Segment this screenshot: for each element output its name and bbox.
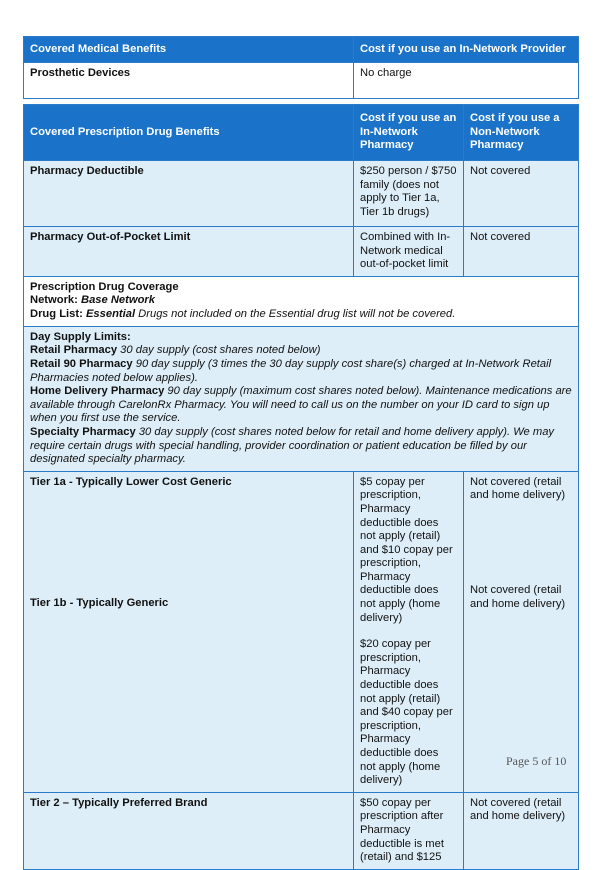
row-non-network: Not covered (464, 161, 579, 227)
tier-1b-non-network: Not covered (retail and home delivery) (470, 583, 566, 610)
tier-1b-in-network: $20 copay per prescription, Pharmacy deductible does not apply (retail) and $40 copay per prescription, Pharmacy deductible does not apply (home delivery) (360, 638, 453, 787)
tier-labels-cell (24, 471, 354, 792)
retail-label: Retail Pharmacy (30, 344, 118, 357)
medical-col1-header: Covered Medical Benefits (24, 37, 354, 63)
retail-text: 30 day supply (cost shares noted below) (117, 344, 321, 357)
network-value: Base Network (80, 294, 155, 307)
supply-title: Day Supply Limits: (30, 330, 131, 343)
specialty-label: Specialty Pharmacy (30, 425, 136, 438)
tier-1a-label: Tier 1a - Typically Lower Cost Generic (30, 475, 232, 488)
tier-1a-in-network: $5 copay per prescription, Pharmacy deductible does not apply (retail) and $10 copay per prescription, Pharmacy deductible does not apply (home delivery) (360, 475, 453, 624)
row-label: Pharmacy Out-of-Pocket Limit (24, 227, 354, 277)
network-label: Network: (30, 294, 78, 307)
druglist-value: Essential (85, 307, 136, 320)
tier-non-network-cell (464, 471, 579, 792)
coverage-row (24, 276, 579, 326)
retail90-label: Retail 90 Pharmacy (30, 357, 133, 370)
row-in-network: Combined with In-Network medical out-of-pocket limit (354, 227, 464, 277)
row-non-network: Not covered (retail and home delivery) (464, 792, 579, 869)
rx-header-row (24, 105, 579, 161)
supply-row (24, 326, 579, 471)
prosthetic-label: Prosthetic Devices (24, 63, 354, 99)
specialty-text: 30 day supply (cost shares noted below for retail and home delivery apply). We may require certain drugs with special handling, provider coordination or patient education be filled by our designated specialty pharmacy. (30, 425, 555, 466)
row-non-network: Not covered (464, 227, 579, 277)
medical-benefits-table (23, 36, 579, 99)
page-number: Page 5 of 10 (506, 754, 567, 768)
row-in-network: $50 copay per prescription after Pharmacy deductible is met (retail) and $125 (354, 792, 464, 869)
prosthetic-row (24, 63, 579, 99)
medical-col2-header: Cost if you use an In-Network Provider (354, 37, 579, 63)
rx-col1-header: Covered Prescription Drug Benefits (24, 105, 354, 161)
rx-benefits-table (23, 104, 579, 870)
coverage-title: Prescription Drug Coverage (30, 280, 179, 293)
row-label: Tier 2 – Typically Preferred Brand (24, 792, 354, 869)
druglist-note: Drugs not included on the Essential drug list will not be covered. (135, 307, 456, 320)
supply-cell (24, 326, 579, 471)
tier-in-network-cell (354, 471, 464, 792)
table-row (24, 792, 579, 869)
tier-row (24, 471, 579, 792)
coverage-cell (24, 276, 579, 326)
home-delivery-label: Home Delivery Pharmacy (30, 385, 165, 398)
row-in-network: $250 person / $750 family (does not apply to Tier 1a, Tier 1b drugs) (354, 161, 464, 227)
medical-header-row (24, 37, 579, 63)
tier-1b-label: Tier 1b - Typically Generic (30, 597, 169, 610)
table-row (24, 227, 579, 277)
prosthetic-value: No charge (354, 63, 579, 99)
row-label: Pharmacy Deductible (24, 161, 354, 227)
rx-col3-header: Cost if you use a Non-Network Pharmacy (464, 105, 579, 161)
table-row (24, 161, 579, 227)
retail90-text: 90 day supply (3 times the 30 day supply cost share(s) charged at In-Network Retail Pharmacies noted below applies). (30, 357, 552, 384)
rx-col2-header: Cost if you use an In-Network Pharmacy (354, 105, 464, 161)
druglist-label: Drug List: (30, 307, 83, 320)
tier-1a-non-network: Not covered (retail and home delivery) (470, 475, 566, 502)
home-delivery-text: 90 day supply (maximum cost shares noted below). Maintenance medications are available through CarelonRx Pharmacy. You will need to call us on the number on your ID card to sign up when you first use the service. (30, 385, 572, 425)
